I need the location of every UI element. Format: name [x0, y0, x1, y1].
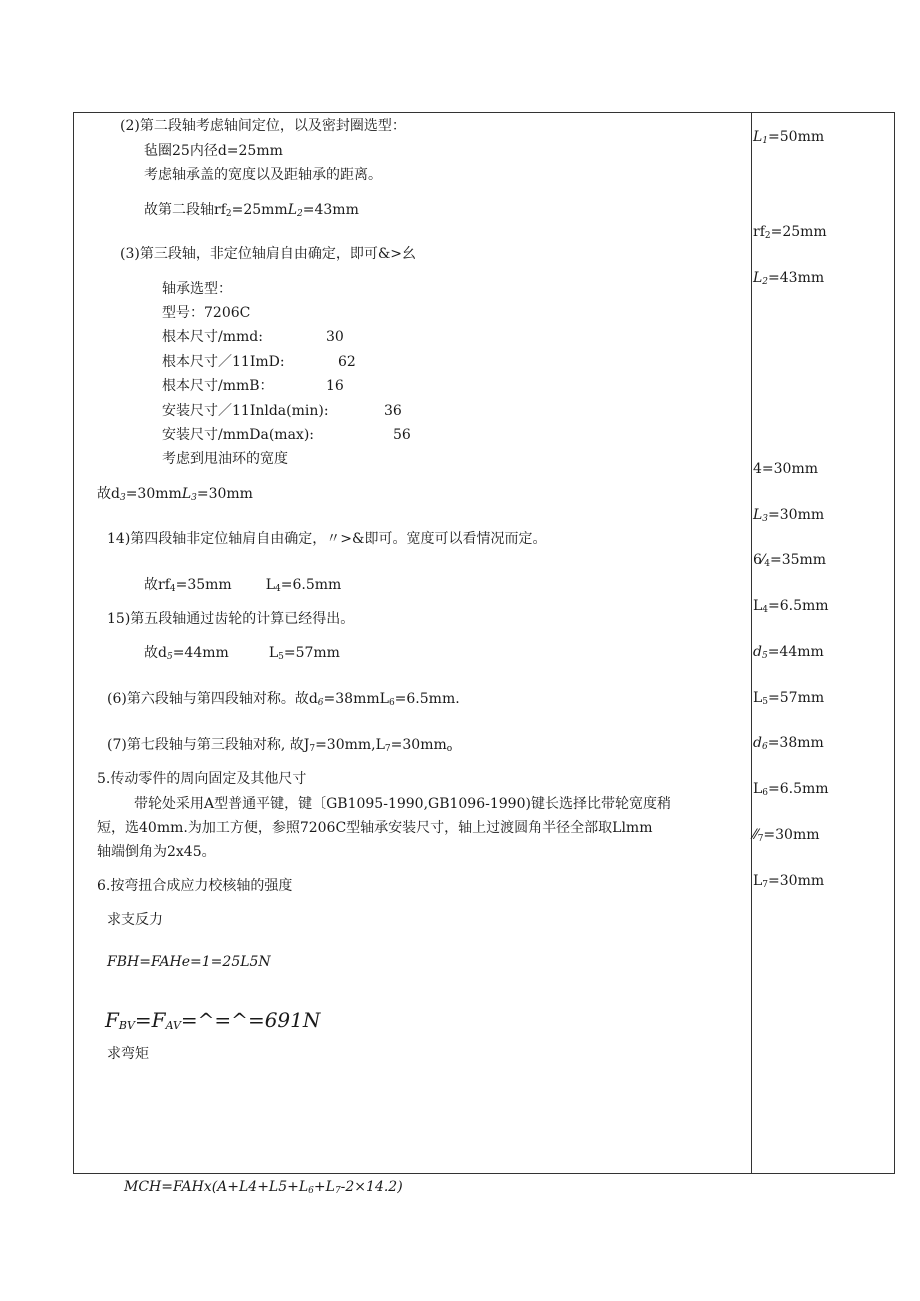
bearing-select: 轴承选型：: [162, 281, 232, 297]
reaction-heading: 求支反力: [107, 912, 163, 928]
sec2-title: (2)第二段轴考虑轴间定位，以及密封圈选型：: [120, 118, 406, 134]
part5-title: 5.传动零件的周向固定及其他尺寸: [97, 771, 307, 787]
result-l2: $L_2=43mm$: [753, 270, 825, 287]
oil-ring-note: 考虑到甩油环的宽度: [162, 451, 288, 467]
bearing-row-value: 36: [384, 403, 402, 419]
part5-paragraph-line: 轴端倒角为2x45。: [97, 844, 216, 860]
mch-formula: $MCH=FAHx(A+L4+L5+L_6+L_7-2\times 14.2)$: [124, 1179, 403, 1196]
part6-title: 6.按弯扭合成应力校核轴的强度: [97, 878, 293, 894]
result-d7: $⁄⁄_7=30mm$: [753, 827, 820, 844]
sec7-line: (7)第七段轴与第三段轴对称, 故$J_7=30mm,L_7=30mm_o$: [107, 737, 453, 754]
bearing-row-value: 16: [326, 378, 344, 394]
result-l6: $L_6=6.5mm$: [753, 781, 829, 798]
bearing-row-label: 安装尺寸／11Inlda(min):: [162, 403, 329, 419]
bearing-model: 型号：7206C: [162, 305, 251, 321]
bearing-row-value: 30: [326, 329, 344, 345]
sec2-result: 故第二段轴$rf_2=25mmL_2=43mm$: [144, 202, 359, 219]
bearing-row-label: 根本尺寸/mmd:: [162, 329, 263, 345]
sec5-title: 15)第五段轴通过齿轮的计算已经得出。: [107, 611, 355, 627]
sec6-line: (6)第六段轴与第四段轴对称。故$d_6=38mmL_6=6.5mm$.: [107, 691, 460, 708]
sec3-title: (3)第三段轴，非定位轴肩自由确定，即可&>幺: [120, 246, 417, 262]
result-rf2: $rf_2=25mm$: [753, 224, 827, 241]
result-d5: $d_5=44mm$: [753, 644, 824, 661]
sec2-consider: 考虑轴承盖的宽度以及距轴承的距离。: [144, 167, 382, 183]
sec4-result: 故$rf_4=35mm$ $L_4=6.5mm$: [144, 577, 342, 594]
result-l3: $L_3=30mm$: [753, 507, 825, 524]
sec2-felt: 毡圈25内径d=25mm: [144, 143, 283, 159]
result-l7: $L_7=30mm$: [753, 873, 825, 890]
result-l4: $L_4=6.5mm$: [753, 598, 829, 615]
result-d3: 4=30mm: [753, 461, 819, 477]
moment-heading: 求弯矩: [107, 1046, 149, 1062]
bearing-row-label: 安装尺寸/mmDa(max):: [162, 427, 314, 443]
fbh-formula: FBH=FAHe=1=25L5N: [107, 954, 271, 970]
bearing-row-value: 62: [338, 354, 356, 370]
column-divider: [751, 112, 752, 1174]
part5-paragraph-line: 短，选40mm.为加工方便，参照7206C型轴承安装尺寸，轴上过渡圆角半径全部取Llmm: [97, 820, 653, 836]
result-d6: $d_6=38mm$: [753, 735, 824, 752]
part5-paragraph-line: 带轮处采用A型普通平键，键〔GB1095-1990,GB1096-1990)键长选择比带轮宽度稍: [134, 796, 671, 812]
sec5-result: 故$d_5=44mm$ $L_5=57mm$: [144, 645, 340, 662]
result-l1: $L_1=50mm$: [753, 129, 825, 146]
result-d4: $6⁄_4=35mm$: [753, 552, 827, 569]
sec4-title: 14)第四段轴非定位轴肩自由确定，〃>&即可。宽度可以看情况而定。: [107, 531, 547, 547]
bearing-row-label: 根本尺寸/mmB：: [162, 378, 274, 394]
bearing-row-value: 56: [393, 427, 411, 443]
sec3-result: 故$d_3=30mmL_3=30mm$: [97, 486, 253, 503]
bearing-row-label: 根本尺寸／11ImD:: [162, 354, 285, 370]
fbv-formula: $F_{BV}=F_{AV}=\^{}=\^{}=691N$: [105, 1008, 321, 1032]
result-l5: $L_5=57mm$: [753, 690, 825, 707]
